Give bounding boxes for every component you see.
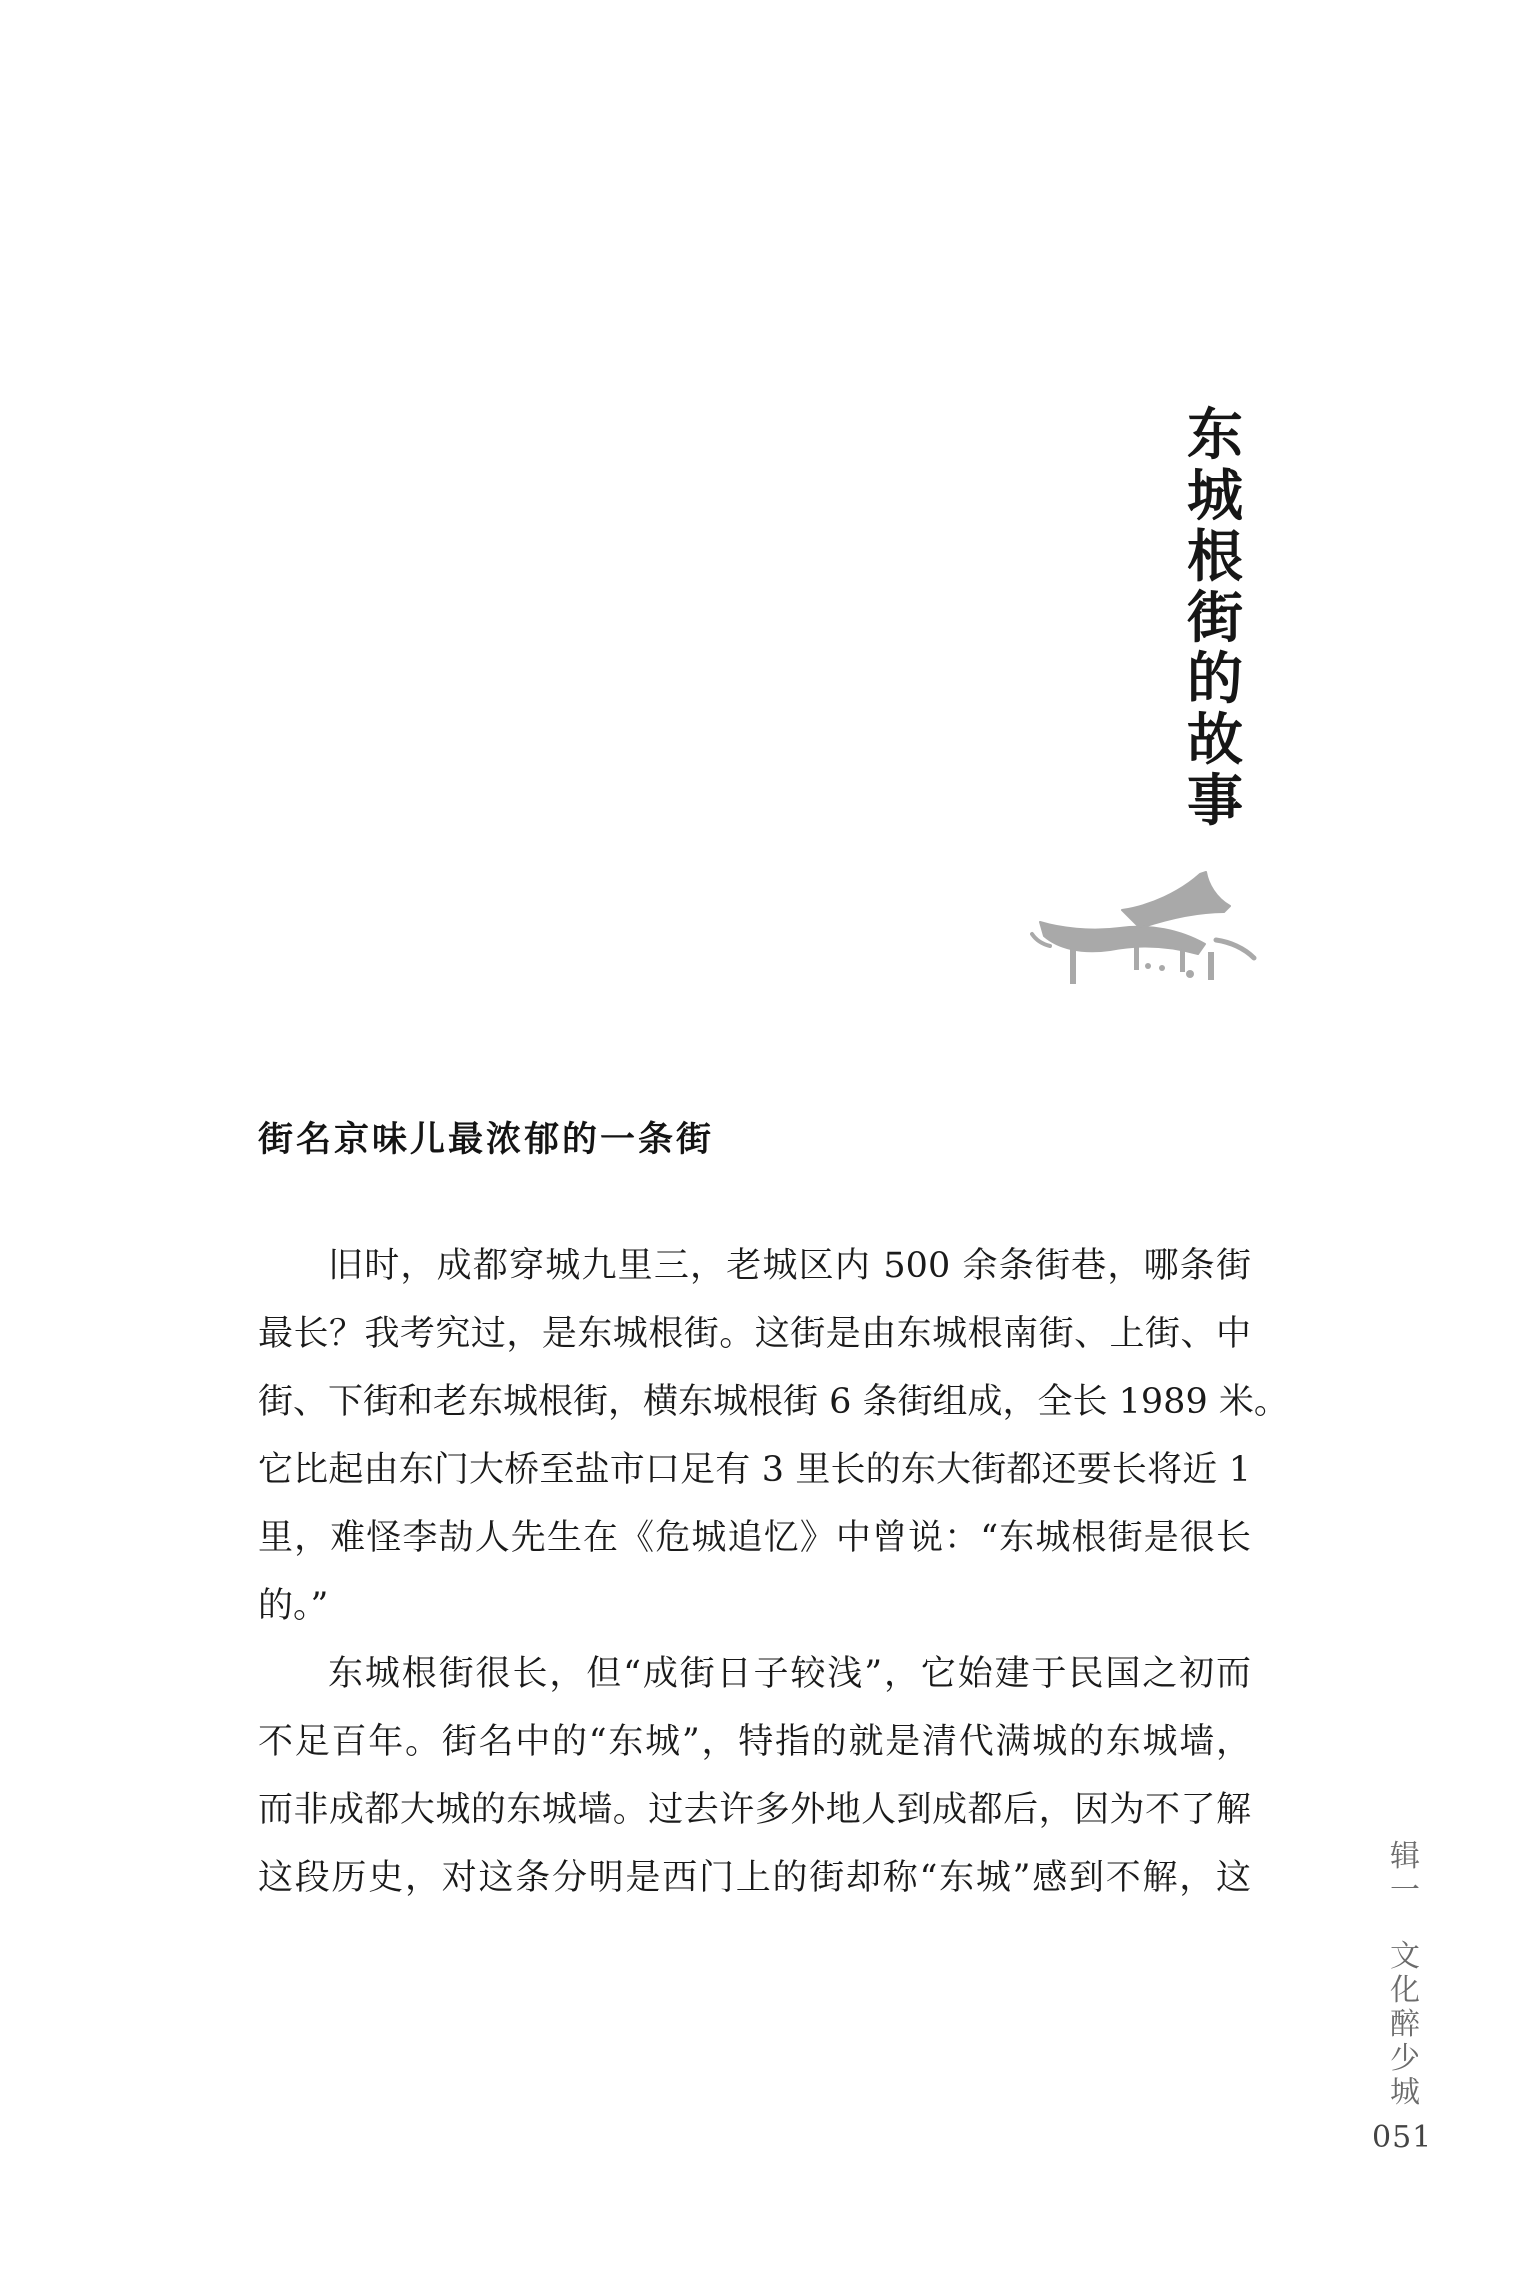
running-head-char: 醉 bbox=[1390, 2007, 1420, 2042]
body-text bbox=[258, 1232, 1289, 1912]
text-line: 不足百年。街名中的“东城”，特指的就是清代满城的东城墙， bbox=[258, 1722, 1251, 1762]
text-line: 而非成都大城的东城墙。过去许多外地人到成都后，因为不了解 bbox=[258, 1790, 1251, 1830]
chapter-title-char: 街 bbox=[1187, 585, 1243, 651]
page-number: 051 bbox=[1372, 2120, 1433, 2155]
chapter-title-char: 的 bbox=[1187, 646, 1243, 712]
chapter-title-char: 事 bbox=[1187, 768, 1243, 834]
running-head bbox=[1380, 1840, 1430, 2110]
pavilion-roof-icon bbox=[1030, 862, 1260, 992]
paragraph bbox=[258, 1640, 1251, 1912]
running-head-book bbox=[1390, 1940, 1420, 2110]
text-line: 东城根街很长，但“成街日子较浅”，它始建于民国之初而 bbox=[328, 1654, 1251, 1694]
chapter-title-char: 城 bbox=[1187, 463, 1243, 529]
chapter-title-char: 东 bbox=[1187, 402, 1243, 468]
running-head-char: 文 bbox=[1390, 1939, 1420, 1974]
running-head-char: 少 bbox=[1390, 2041, 1420, 2076]
running-head-chapter bbox=[1390, 1840, 1420, 1908]
chapter-title-char: 故 bbox=[1187, 707, 1243, 773]
text-line: 最长？我考究过，是东城根街。这街是由东城根南街、上街、中 bbox=[258, 1314, 1251, 1354]
text-line: 它比起由东门大桥至盐市口足有 3 里长的东大街都还要长将近 1 bbox=[258, 1450, 1251, 1490]
chapter-title-char: 根 bbox=[1187, 524, 1243, 590]
chapter-title bbox=[1175, 402, 1255, 834]
running-head-char: 化 bbox=[1390, 1973, 1420, 2008]
text-line: 这段历史，对这条分明是西门上的街却称“东城”感到不解，这 bbox=[258, 1858, 1251, 1898]
running-head-char: 一 bbox=[1390, 1873, 1420, 1908]
running-head-char: 城 bbox=[1390, 2075, 1420, 2110]
running-head-char: 辑 bbox=[1390, 1839, 1420, 1874]
text-line: 街、下街和老东城根街，横东城根街 6 条街组成，全长 1989 米。 bbox=[258, 1382, 1289, 1422]
paragraph bbox=[258, 1232, 1289, 1640]
section-heading: 街名京味儿最浓郁的一条街 bbox=[258, 1120, 715, 1160]
text-line: 旧时，成都穿城九里三，老城区内 500 余条街巷，哪条街 bbox=[328, 1246, 1251, 1286]
text-line: 的。” bbox=[258, 1586, 329, 1626]
text-line: 里，难怪李劼人先生在《危城追忆》中曾说：“东城根街是很长 bbox=[258, 1518, 1251, 1558]
